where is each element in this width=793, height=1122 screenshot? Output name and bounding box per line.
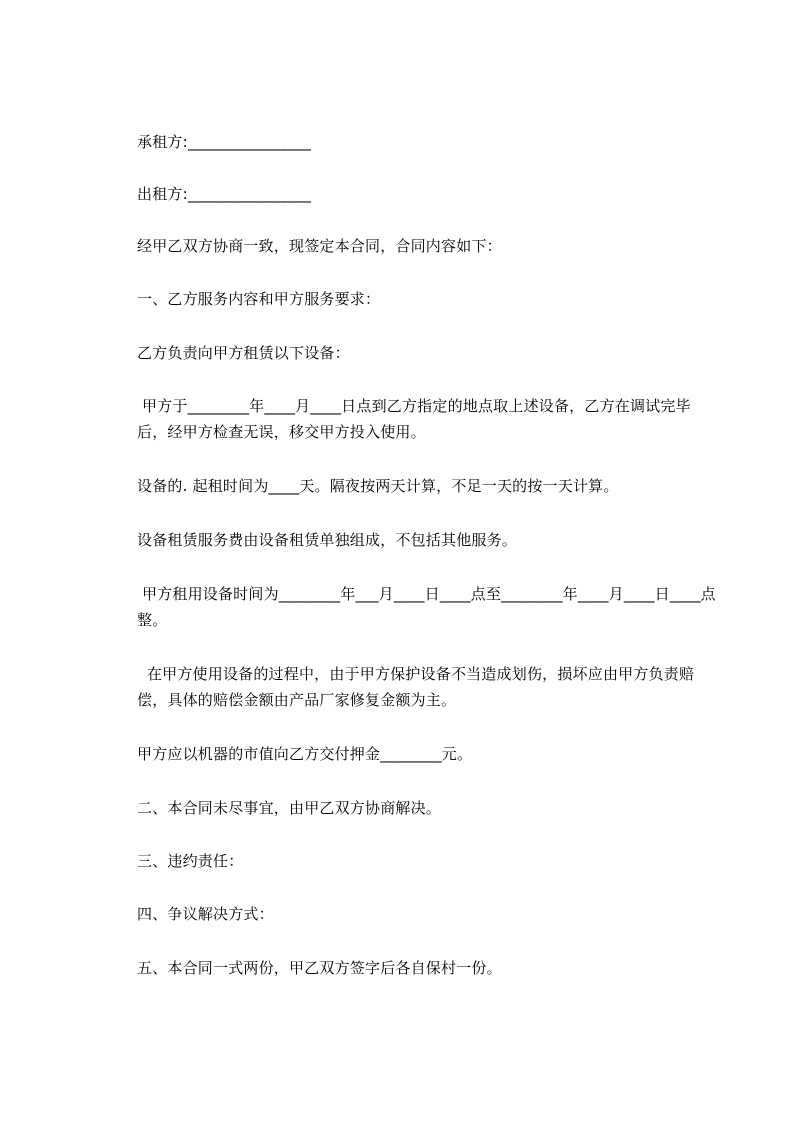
section-five: 五、本合同一式两份，甲乙双方签字后各自保村一份。 (137, 959, 502, 977)
section-four: 四、争议解决方式： (137, 905, 274, 923)
section-two: 二、本合同未尽事宜，由甲乙双方协商解决。 (137, 799, 442, 817)
service-fee-paragraph: 设备租赁服务费由设备租赁单独组成，不包括其他服务。 (137, 531, 518, 549)
lessor-line: 出租方:________________ (137, 185, 312, 203)
equipment-intro: 乙方负责向甲方租赁以下设备： (137, 344, 350, 362)
section-three: 三、违约责任： (137, 852, 244, 870)
rental-start-paragraph: 设备的. 起租时间为____天。隔夜按两天计算，不足一天的按一天计算。 (137, 477, 619, 495)
section-one-heading: 一、乙方服务内容和甲方服务要求： (137, 290, 381, 308)
intro-paragraph: 经甲乙双方协商一致，现签定本合同，合同内容如下： (137, 237, 502, 255)
deposit-paragraph: 甲方应以机器的市值向乙方交付押金________元。 (137, 745, 473, 763)
lessee-line: 承租方:________________ (137, 133, 312, 151)
rental-period-paragraph: 甲方租用设备时间为________年___月____日____点至________年____月____日____点整。 (137, 585, 716, 629)
pickup-paragraph: 甲方于________年____月____日点到乙方指定的地点取上述设备，乙方在调试完毕后，经甲方检查无误，移交甲方投入使用。 (137, 397, 691, 441)
damage-paragraph: 在甲方使用设备的过程中，由于甲方保护设备不当造成划伤，损坏应由甲方负责赔偿，具体的赔偿金额由产品厂家修复金额为主。 (137, 665, 695, 709)
